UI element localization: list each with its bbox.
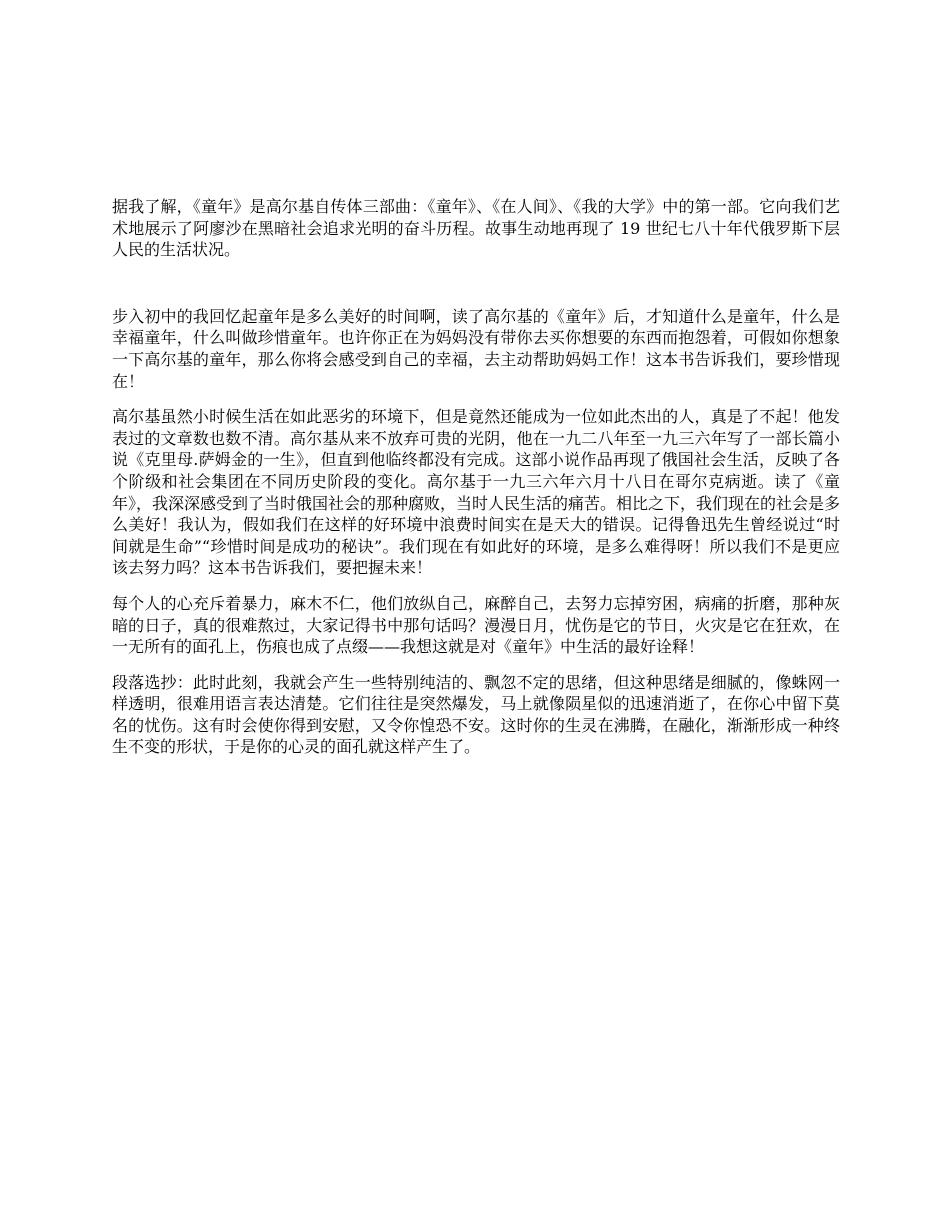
paragraph-intro: 据我了解，《童年》是高尔基自传体三部曲：《童年》、《在人间》、《我的大学》中的第一部。它向我们艺术地展示了阿廖沙在黑暗社会追求光明的奋斗历程。故事生动地再现了 19 世纪七八十年代俄罗斯下层人民的生活状况。 (112, 197, 840, 260)
paragraph-hardship: 每个人的心充斥着暴力，麻木不仁，他们放纵自己，麻醉自己，去努力忘掉穷困，病痛的折磨，那种灰暗的日子，真的很难熬过，大家记得书中那句话吗？漫漫日月，忧伤是它的节日，火灾是它在狂欢，在一无所有的面孔上，伤痕也成了点缀——我想这就是对《童年》中生活的最好诠释！ (112, 593, 840, 657)
paragraph-excerpt: 段落选抄：此时此刻，我就会产生一些特别纯洁的、飘忽不定的思绪，但这种思绪是细腻的，像蛛网一样透明，很难用语言表达清楚。它们往往是突然爆发，马上就像陨星似的迅速消逝了，在你心中留下莫名的忧伤。这有时会使你得到安慰，又令你惶恐不安。这时你的生灵在沸腾，在融化，渐渐形成一种终生不变的形状，于是你的心灵的面孔就这样产生了。 (112, 672, 840, 757)
paragraph-gorky-life: 高尔基虽然小时候生活在如此恶劣的环境下，但是竟然还能成为一位如此杰出的人，真是了不起！他发表过的文章数也数不清。高尔基从来不放弃可贵的光阴，他在一九二八年至一九三六年写了一部长篇小说《克里母.萨姆金的一生》，但直到他临终都没有完成。这部小说作品再现了俄国社会生活，反映了各个阶级和社会集团在不同历史阶段的变化。高尔基于一九三六年六月十八日在哥尔克病逝。读了《童年》，我深深感受到了当时俄国社会的那种腐败，当时人民生活的痛苦。相比之下，我们现在的社会是多么美好！我认为，假如我们在这样的好环境中浪费时间实在是天大的错误。记得鲁迅先生曾经说过“时间就是生命”“珍惜时间是成功的秘诀”。我们现在有如此好的环境，是多么难得呀！所以我们不是更应该去努力吗？这本书告诉我们，要把握未来！ (112, 407, 841, 578)
paragraph-cherish-present: 步入初中的我回忆起童年是多么美好的时间啊，读了高尔基的《童年》后，才知道什么是童年，什么是幸福童年，什么叫做珍惜童年。也许你正在为妈妈没有带你去买你想要的东西而抱怨着，可假如你想象一下高尔基的童年，那么你将会感受到自己的幸福，去主动帮助妈妈工作！这本书告诉我们，要珍惜现在！ (112, 306, 840, 391)
document-body (112, 196, 840, 758)
